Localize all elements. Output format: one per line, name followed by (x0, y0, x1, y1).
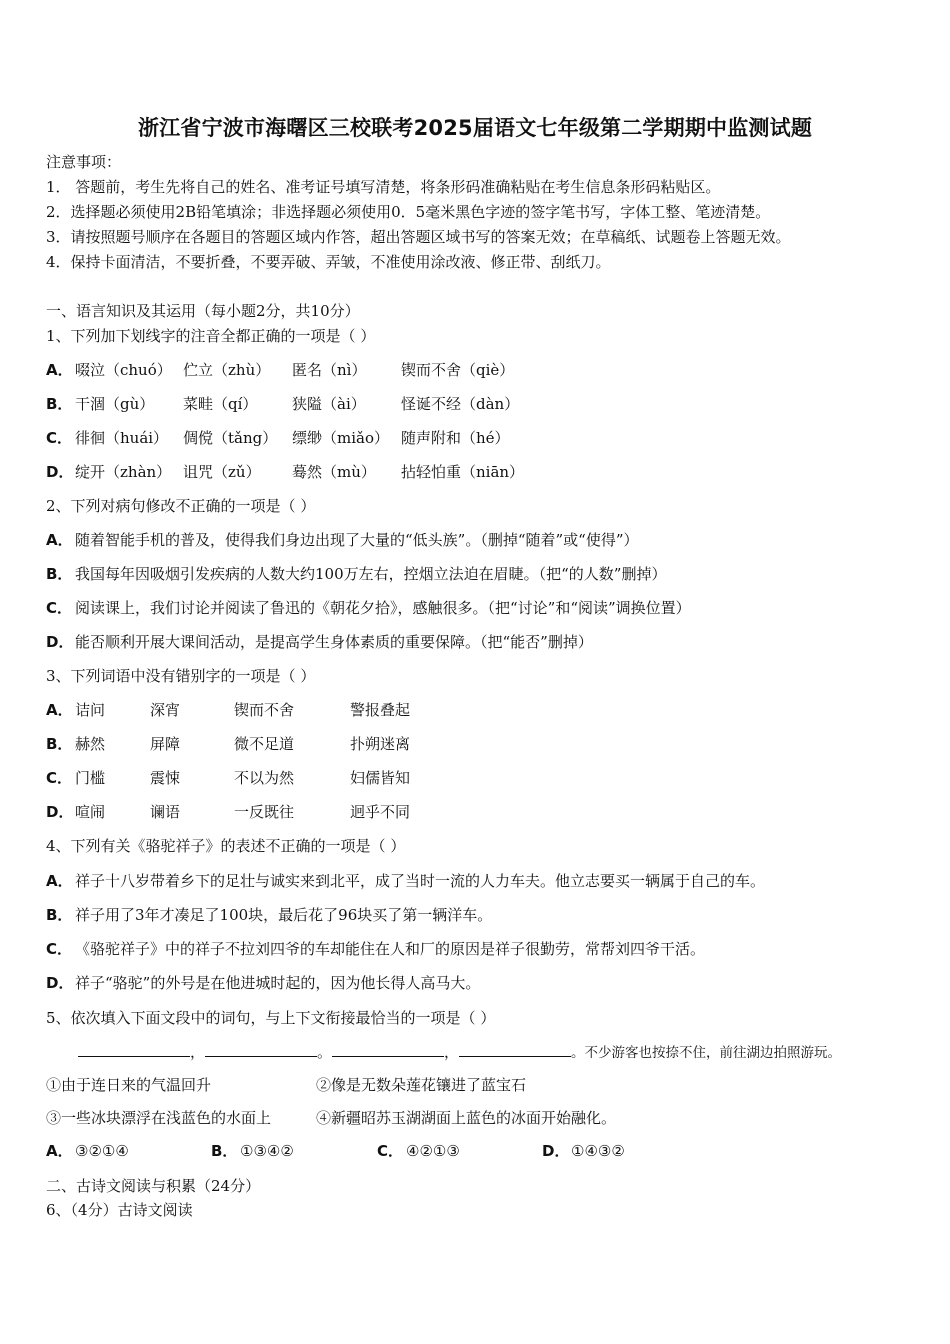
passage-punct: 。 (317, 1043, 333, 1061)
option-cell: 伫立（zhù） (183, 361, 271, 379)
option-text: 我国每年因吸烟引发疾病的人数大约100万左右，控烟立法迫在眉睫。（把“的人数”删掉） (75, 565, 667, 583)
question-stem: 4、下列有关《骆驼祥子》的表述不正确的一项是（ ） (46, 837, 406, 855)
question-stem: 5、依次填入下面文段中的词句，与上下文衔接最恰当的一项是（ ） (46, 1009, 496, 1027)
fill-item: ④新疆昭苏玉湖湖面上蓝色的冰面开始融化。 (316, 1109, 617, 1127)
option-text: ①④③② (571, 1142, 625, 1160)
option-cell: 徘徊（huái） (75, 429, 169, 447)
option-text: ①③④② (240, 1142, 294, 1160)
fill-item: ③一些冰块漂浮在浅蓝色的水面上 (46, 1109, 272, 1127)
question-stem: 6、（4分）古诗文阅读 (46, 1201, 193, 1219)
option-cell: 警报叠起 (350, 701, 411, 719)
option-label: D． (46, 803, 74, 821)
option-cell: 赫然 (75, 735, 106, 753)
option-label: C． (46, 599, 73, 617)
option-label: A． (46, 1142, 73, 1160)
question-stem: 2、下列对病句修改不正确的一项是（ ） (46, 497, 316, 515)
answer-blank (205, 1042, 317, 1057)
option-label: A． (46, 531, 73, 549)
option-label: B． (211, 1142, 238, 1160)
option-text: 祥子用了3年才凑足了100块，最后花了96块买了第一辆洋车。 (75, 906, 493, 924)
option-label: A． (46, 701, 73, 719)
option-cell: 震悚 (150, 769, 181, 787)
option-cell: 锲而不舍 (234, 701, 295, 719)
option-cell: 菜畦（qí） (183, 395, 258, 413)
option-label: C． (46, 769, 73, 787)
option-cell: 啜泣（chuó） (75, 361, 172, 379)
section-heading: 二、古诗文阅读与积累（24分） (46, 1177, 261, 1195)
section-heading: 一、语言知识及其运用（每小题2分，共10分） (46, 302, 360, 320)
option-text: ④②①③ (406, 1142, 460, 1160)
option-cell: 怪诞不经（dàn） (401, 395, 520, 413)
option-text: 随着智能手机的普及，使得我们身边出现了大量的“低头族”。（删掉“随着”或“使得”） (75, 531, 639, 549)
option-label: D． (542, 1142, 570, 1160)
option-text: 能否顺利开展大课间活动，是提高学生身体素质的重要保障。（把“能否”删掉） (75, 633, 593, 651)
option-cell: 倜傥（tǎng） (183, 429, 278, 447)
page-title: 浙江省宁波市海曙区三校联考2025届语文七年级第二学期期中监测试题 (137, 116, 813, 140)
option-label: B． (46, 906, 73, 924)
notice-item: 3．请按照题号顺序在各题目的答题区域内作答，超出答题区域书写的答案无效；在草稿纸、试题卷上答题无效。 (46, 228, 791, 246)
answer-blank (332, 1042, 444, 1057)
option-label: A． (46, 872, 73, 890)
option-cell: 蓦然（mù） (292, 463, 376, 481)
option-cell: 绽开（zhàn） (75, 463, 172, 481)
option-text: 阅读课上，我们讨论并阅读了鲁迅的《朝花夕拾》，感触很多。（把“讨论”和“阅读”调换位置） (75, 599, 691, 617)
option-label: C． (46, 940, 73, 958)
option-cell: 缥缈（miǎo） (292, 429, 389, 447)
option-label: C． (46, 429, 73, 447)
option-text: ③②①④ (75, 1142, 129, 1160)
option-cell: 微不足道 (234, 735, 295, 753)
option-text: 《骆驼祥子》中的祥子不拉刘四爷的车却能住在人和厂的原因是祥子很勤劳，常帮刘四爷干活。 (75, 940, 706, 958)
option-cell: 谰语 (150, 803, 181, 821)
option-cell: 门槛 (75, 769, 106, 787)
option-cell: 深宵 (150, 701, 181, 719)
option-cell: 屏障 (150, 735, 181, 753)
option-label: B． (46, 565, 73, 583)
notice-item: 1． 答题前，考生先将自己的姓名、准考证号填写清楚，将条形码准确粘贴在考生信息条形码粘贴区。 (46, 178, 721, 196)
option-label: C． (377, 1142, 404, 1160)
option-cell: 妇儒皆知 (350, 769, 411, 787)
answer-blank (78, 1042, 190, 1057)
option-cell: 喧闹 (75, 803, 106, 821)
option-cell: 匿名（nì） (292, 361, 367, 379)
option-label: A． (46, 361, 73, 379)
question-stem: 1、下列加下划线字的注音全都正确的一项是（ ） (46, 327, 376, 345)
question-stem: 3、下列词语中没有错别字的一项是（ ） (46, 667, 316, 685)
fill-item: ②像是无数朵莲花镶进了蓝宝石 (316, 1076, 527, 1094)
fill-in-passage (78, 1042, 841, 1063)
option-label: B． (46, 395, 73, 413)
option-label: D． (46, 633, 74, 651)
passage-tail: 。不少游客也按捺不住，前往湖边拍照游玩。 (571, 1045, 842, 1061)
option-cell: 狭隘（ài） (292, 395, 366, 413)
option-cell: 拈轻怕重（niān） (401, 463, 525, 481)
passage-punct: ， (190, 1043, 206, 1061)
option-cell: 随声附和（hé） (401, 429, 510, 447)
option-cell: 一反既往 (234, 803, 295, 821)
option-cell: 干涸（gù） (75, 395, 155, 413)
passage-punct: ， (444, 1043, 460, 1061)
option-label: D． (46, 463, 74, 481)
option-cell: 锲而不舍（qiè） (401, 361, 515, 379)
option-cell: 诅咒（zǔ） (183, 463, 261, 481)
option-label: B． (46, 735, 73, 753)
answer-blank (459, 1042, 571, 1057)
fill-item: ①由于连日来的气温回升 (46, 1076, 212, 1094)
option-label: D． (46, 974, 74, 992)
option-text: 祥子十八岁带着乡下的足壮与诚实来到北平，成了当时一流的人力车夫。他立志要买一辆属于自己的车。 (75, 872, 766, 890)
option-cell: 诘问 (75, 701, 106, 719)
notice-item: 4．保持卡面清洁，不要折叠，不要弄破、弄皱，不准使用涂改液、修正带、刮纸刀。 (46, 253, 611, 271)
option-cell: 迥乎不同 (350, 803, 411, 821)
notice-heading: 注意事项： (46, 153, 122, 171)
option-cell: 不以为然 (234, 769, 295, 787)
option-text: 祥子“骆驼”的外号是在他进城时起的，因为他长得人高马大。 (75, 974, 481, 992)
option-cell: 扑朔迷离 (350, 735, 411, 753)
notice-item: 2．选择题必须使用2B铅笔填涂；非选择题必须使用0．5毫米黑色字迹的签字笔书写，字体工整、笔迹清楚。 (46, 203, 771, 221)
